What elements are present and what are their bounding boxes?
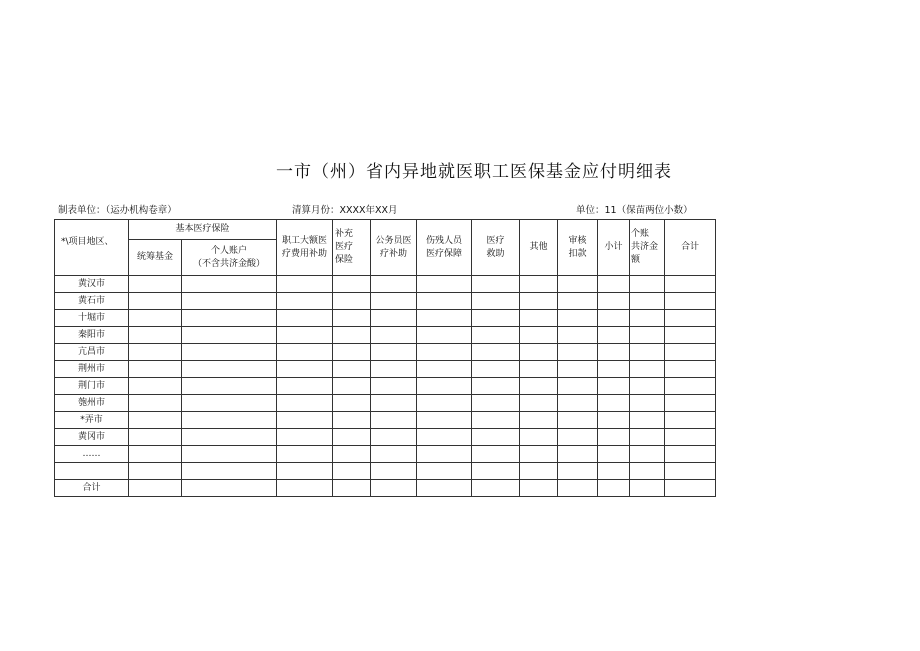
table-cell bbox=[520, 276, 558, 293]
table-cell bbox=[558, 327, 598, 344]
table-cell bbox=[182, 412, 277, 429]
table-cell bbox=[630, 344, 665, 361]
table-cell bbox=[630, 293, 665, 310]
table-row bbox=[55, 310, 716, 327]
table-cell bbox=[417, 344, 472, 361]
table-cell bbox=[472, 276, 520, 293]
table-cell bbox=[665, 378, 716, 395]
table-cell bbox=[472, 463, 520, 480]
table-cell bbox=[371, 429, 417, 446]
table-row bbox=[55, 463, 716, 480]
table-cell bbox=[333, 378, 371, 395]
table-cell bbox=[630, 310, 665, 327]
table-cell bbox=[520, 327, 558, 344]
table-cell bbox=[182, 395, 277, 412]
table-cell bbox=[129, 327, 182, 344]
table-cell bbox=[598, 412, 630, 429]
table-cell bbox=[417, 327, 472, 344]
table-cell bbox=[277, 310, 333, 327]
table-cell bbox=[630, 429, 665, 446]
table-cell bbox=[558, 293, 598, 310]
table-cell bbox=[371, 378, 417, 395]
table-cell bbox=[598, 446, 630, 463]
table-cell bbox=[277, 429, 333, 446]
table-cell bbox=[182, 293, 277, 310]
table-cell bbox=[630, 327, 665, 344]
table-cell bbox=[520, 395, 558, 412]
table-cell bbox=[665, 480, 716, 497]
table-cell bbox=[598, 276, 630, 293]
table-cell bbox=[598, 463, 630, 480]
table-cell bbox=[472, 480, 520, 497]
table-cell bbox=[182, 480, 277, 497]
table-cell bbox=[182, 344, 277, 361]
table-cell bbox=[417, 412, 472, 429]
header-basic-insurance: 基本医疗保险 bbox=[129, 220, 277, 240]
table-cell bbox=[598, 395, 630, 412]
table-cell bbox=[333, 310, 371, 327]
table-cell bbox=[371, 344, 417, 361]
table-cell bbox=[665, 310, 716, 327]
table-body bbox=[55, 276, 716, 497]
table-cell bbox=[333, 463, 371, 480]
table-cell bbox=[182, 310, 277, 327]
table-row bbox=[55, 378, 716, 395]
table-cell bbox=[333, 395, 371, 412]
table-cell bbox=[333, 344, 371, 361]
table-cell bbox=[630, 395, 665, 412]
table-cell bbox=[665, 463, 716, 480]
table-row bbox=[55, 276, 716, 293]
table-cell bbox=[129, 310, 182, 327]
table-cell bbox=[371, 412, 417, 429]
table-cell bbox=[520, 310, 558, 327]
table-cell bbox=[333, 293, 371, 310]
table-cell bbox=[333, 412, 371, 429]
table-cell bbox=[371, 395, 417, 412]
table-row bbox=[55, 361, 716, 378]
table-cell bbox=[417, 378, 472, 395]
table-cell bbox=[558, 395, 598, 412]
header-other: 其他 bbox=[520, 220, 558, 276]
table-cell bbox=[630, 480, 665, 497]
header-personal-account: 个人账户 （不含共济金酸） bbox=[182, 240, 277, 276]
table-cell bbox=[665, 327, 716, 344]
table-cell bbox=[371, 276, 417, 293]
row-region-name: …… bbox=[55, 446, 129, 463]
table-cell bbox=[665, 344, 716, 361]
table-cell bbox=[598, 361, 630, 378]
table-cell bbox=[277, 480, 333, 497]
table-cell bbox=[472, 412, 520, 429]
table-cell bbox=[417, 463, 472, 480]
table-cell bbox=[598, 344, 630, 361]
table-cell bbox=[277, 395, 333, 412]
table-cell bbox=[277, 378, 333, 395]
header-supplementary: 补充 医疗 保险 bbox=[333, 220, 371, 276]
table-cell bbox=[129, 463, 182, 480]
table-cell bbox=[520, 412, 558, 429]
header-subtotal: 小计 bbox=[598, 220, 630, 276]
row-region-name: 匏州市 bbox=[55, 395, 129, 412]
row-region-name: 黄石市 bbox=[55, 293, 129, 310]
table-cell bbox=[630, 463, 665, 480]
table-row bbox=[55, 327, 716, 344]
table-cell bbox=[417, 480, 472, 497]
table-cell bbox=[630, 361, 665, 378]
table-cell bbox=[598, 378, 630, 395]
settlement-month-label: 清算月份：XXXX年XX月 bbox=[292, 205, 398, 216]
table-cell bbox=[665, 361, 716, 378]
table-cell bbox=[558, 310, 598, 327]
table-cell bbox=[277, 276, 333, 293]
row-region-name: 黄冈市 bbox=[55, 429, 129, 446]
table-cell bbox=[665, 446, 716, 463]
row-region-name: 合计 bbox=[55, 480, 129, 497]
table-cell bbox=[417, 310, 472, 327]
table-row bbox=[55, 480, 716, 497]
table-cell bbox=[558, 446, 598, 463]
table-cell bbox=[417, 276, 472, 293]
table-cell bbox=[129, 293, 182, 310]
table-cell bbox=[371, 361, 417, 378]
table-cell bbox=[598, 293, 630, 310]
table-cell bbox=[598, 327, 630, 344]
table-cell bbox=[333, 276, 371, 293]
table-cell bbox=[472, 395, 520, 412]
table-cell bbox=[417, 429, 472, 446]
row-region-name: 亢昌市 bbox=[55, 344, 129, 361]
table-cell bbox=[520, 293, 558, 310]
table-cell bbox=[598, 480, 630, 497]
table-cell bbox=[129, 276, 182, 293]
table-cell bbox=[665, 395, 716, 412]
table-cell bbox=[277, 344, 333, 361]
table-cell bbox=[558, 276, 598, 293]
table-cell bbox=[472, 344, 520, 361]
header-serious-illness: 职工大额医 疗费用补助 bbox=[277, 220, 333, 276]
table-cell bbox=[630, 378, 665, 395]
table-cell bbox=[129, 344, 182, 361]
table-cell bbox=[665, 276, 716, 293]
header-mutual-fund: 个账 共济金 额 bbox=[630, 220, 665, 276]
table-cell bbox=[182, 429, 277, 446]
table-cell bbox=[129, 480, 182, 497]
header-disabled: 伤残人员 医疗保障 bbox=[417, 220, 472, 276]
row-region-name: *弄市 bbox=[55, 412, 129, 429]
table-cell bbox=[665, 412, 716, 429]
table-cell bbox=[371, 480, 417, 497]
table-cell bbox=[129, 429, 182, 446]
header-medical-aid: 医疗 救助 bbox=[472, 220, 520, 276]
row-region-name: 十堀市 bbox=[55, 310, 129, 327]
header-audit-deduction: 审核 扣款 bbox=[558, 220, 598, 276]
table-cell bbox=[129, 361, 182, 378]
header-total: 合计 bbox=[665, 220, 716, 276]
table-cell bbox=[277, 293, 333, 310]
table-row bbox=[55, 344, 716, 361]
table-cell bbox=[333, 429, 371, 446]
table-cell bbox=[182, 327, 277, 344]
row-region-name: 荆门市 bbox=[55, 378, 129, 395]
table-cell bbox=[665, 293, 716, 310]
table-row bbox=[55, 412, 716, 429]
table-cell bbox=[472, 361, 520, 378]
table-cell bbox=[371, 327, 417, 344]
table-cell bbox=[598, 310, 630, 327]
table-cell bbox=[558, 463, 598, 480]
row-region-name: 秦阳市 bbox=[55, 327, 129, 344]
table-cell bbox=[558, 480, 598, 497]
table-cell bbox=[472, 310, 520, 327]
table-cell bbox=[333, 480, 371, 497]
header-pooled-fund: 统筹基金 bbox=[129, 240, 182, 276]
table-cell bbox=[520, 463, 558, 480]
table-cell bbox=[417, 361, 472, 378]
table-row bbox=[55, 395, 716, 412]
currency-unit-label: 单位：11（保苗两位小数） bbox=[576, 205, 693, 216]
payment-detail-table bbox=[54, 219, 716, 497]
table-cell bbox=[277, 361, 333, 378]
table-cell bbox=[182, 463, 277, 480]
table-cell bbox=[472, 429, 520, 446]
table-cell bbox=[630, 276, 665, 293]
table-cell bbox=[520, 429, 558, 446]
table-cell bbox=[472, 293, 520, 310]
table-cell bbox=[129, 446, 182, 463]
table-cell bbox=[182, 361, 277, 378]
table-cell bbox=[182, 378, 277, 395]
row-region-name: 黄汉市 bbox=[55, 276, 129, 293]
table-cell bbox=[598, 429, 630, 446]
table-cell bbox=[520, 378, 558, 395]
table-cell bbox=[277, 327, 333, 344]
document-title: 一市（州）省内异地就医职工医保基金应付明细表 bbox=[276, 162, 672, 182]
table-cell bbox=[520, 480, 558, 497]
table-row bbox=[55, 429, 716, 446]
table-cell bbox=[630, 412, 665, 429]
table-cell bbox=[417, 395, 472, 412]
table-cell bbox=[665, 429, 716, 446]
table-cell bbox=[520, 344, 558, 361]
header-civil-servant: 公务员医 疗补助 bbox=[371, 220, 417, 276]
table-cell bbox=[558, 361, 598, 378]
table-row bbox=[55, 446, 716, 463]
table-cell bbox=[558, 412, 598, 429]
table-cell bbox=[630, 446, 665, 463]
table-cell bbox=[182, 276, 277, 293]
table-cell bbox=[333, 446, 371, 463]
table-cell bbox=[472, 378, 520, 395]
table-cell bbox=[129, 412, 182, 429]
table-cell bbox=[371, 446, 417, 463]
table-cell bbox=[277, 463, 333, 480]
table-cell bbox=[520, 361, 558, 378]
table-cell bbox=[472, 327, 520, 344]
table-cell bbox=[558, 429, 598, 446]
table-cell bbox=[129, 395, 182, 412]
header-region: *\项目地区、 bbox=[55, 220, 129, 276]
table-cell bbox=[371, 293, 417, 310]
table-cell bbox=[333, 327, 371, 344]
table-cell bbox=[558, 378, 598, 395]
table-cell bbox=[277, 412, 333, 429]
table-row bbox=[55, 293, 716, 310]
table-cell bbox=[371, 310, 417, 327]
table-cell bbox=[333, 361, 371, 378]
preparing-unit-label: 制表单位：（运办机构卷章） bbox=[58, 205, 177, 216]
table-cell bbox=[371, 463, 417, 480]
table-cell bbox=[472, 446, 520, 463]
table-cell bbox=[520, 446, 558, 463]
table-cell bbox=[417, 293, 472, 310]
row-region-name: 荆州市 bbox=[55, 361, 129, 378]
table-cell bbox=[182, 446, 277, 463]
row-region-name bbox=[55, 463, 129, 480]
table-cell bbox=[277, 446, 333, 463]
table-cell bbox=[558, 344, 598, 361]
table-cell bbox=[417, 446, 472, 463]
table-cell bbox=[129, 378, 182, 395]
